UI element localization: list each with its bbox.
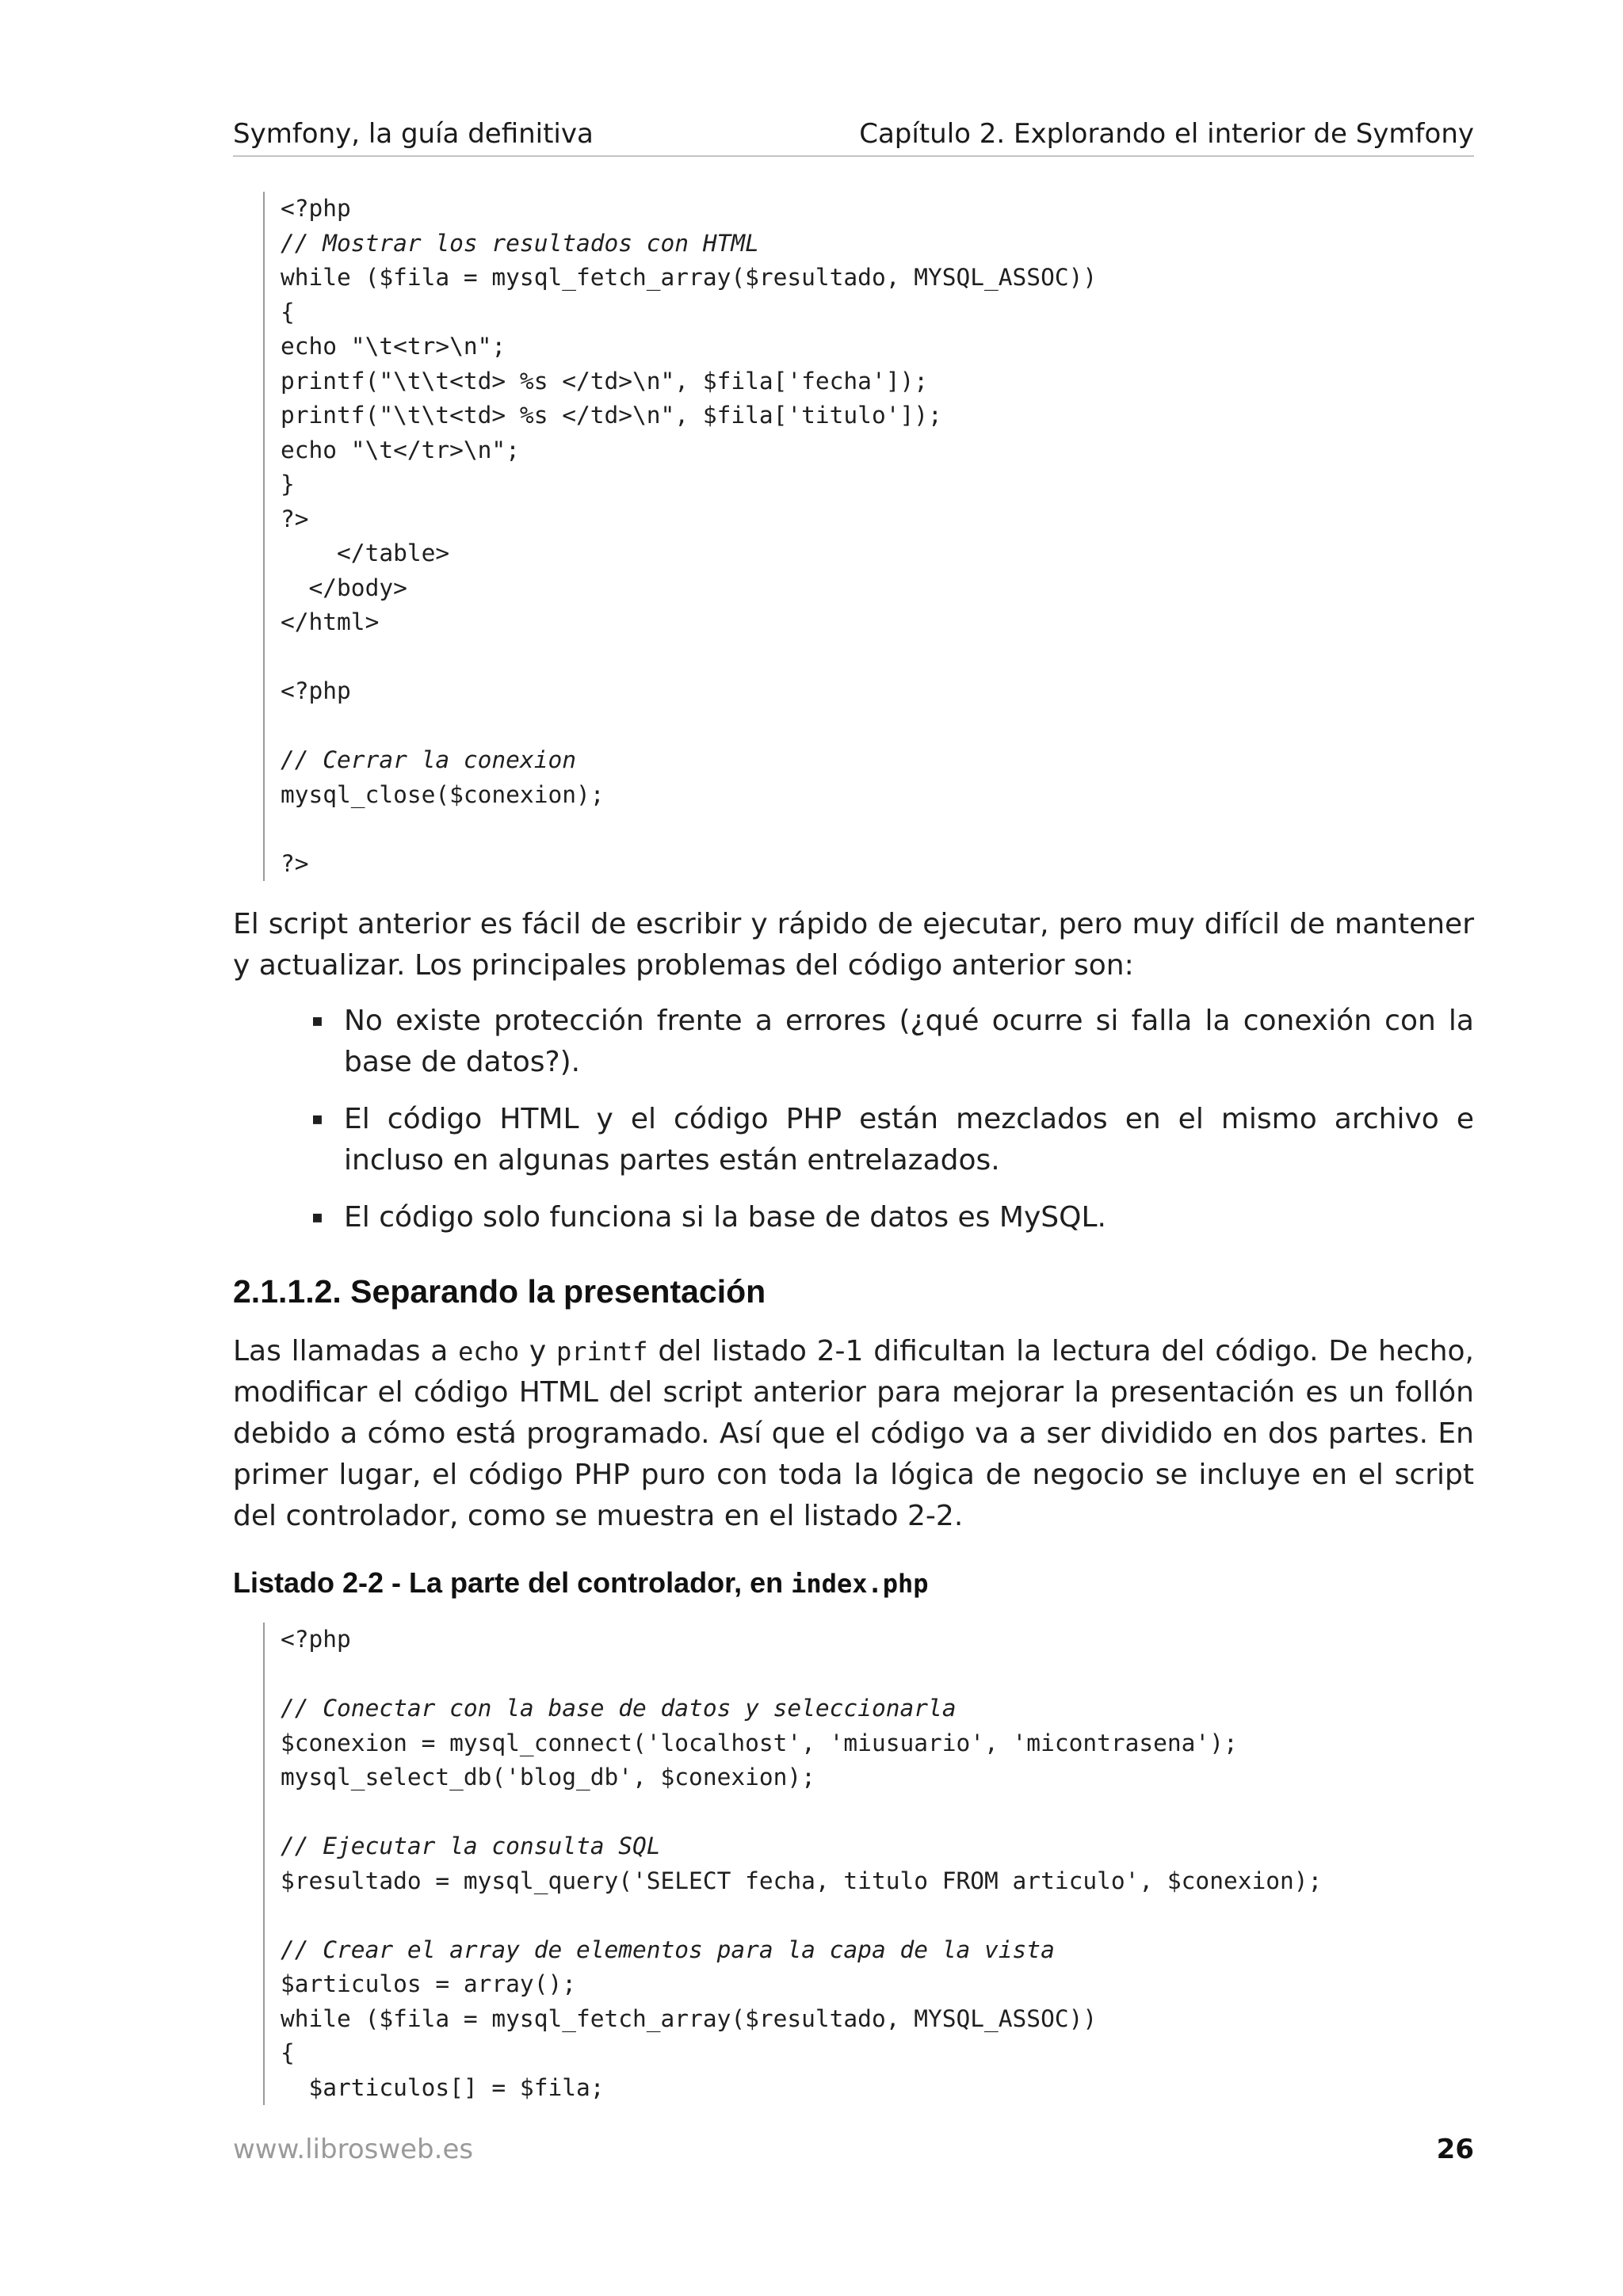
code-comment-line: // Conectar con la base de datos y seleccionarla <box>281 1695 957 1722</box>
listing-title <box>233 1563 929 1604</box>
code-line: { <box>281 298 295 326</box>
listing-title-text: Listado 2-2 - La parte del controlador, en <box>233 1566 792 1599</box>
page-number: 26 <box>1436 2134 1474 2165</box>
listing-file-name: index.php <box>791 1569 929 1599</box>
code-comment-line: // Mostrar los resultados con HTML <box>281 229 759 257</box>
code-line: $conexion = mysql_connect('localhost', 'miusuario', 'micontrasena'); <box>281 1729 1238 1756</box>
list-item <box>233 1001 1474 1083</box>
paragraph-problems-intro: El script anterior es fácil de escribir y rápido de ejecutar, pero muy difícil de mantener y actualizar. Los principales problemas del código anterior son: <box>233 908 1474 982</box>
code-line: <?php <box>281 195 351 222</box>
book-title: Symfony, la guía definitiva <box>233 118 594 150</box>
list-item <box>233 1099 1474 1181</box>
footer-url[interactable]: www.librosweb.es <box>233 2134 474 2165</box>
bullet-marker: ▪ <box>311 1109 323 1129</box>
code-line <box>281 1795 1322 1830</box>
code-block-controller <box>263 1623 1322 2105</box>
code-line: printf("\t\t<td> %s </td>\n", $fila['fecha']); <box>281 367 928 395</box>
code-line <box>281 709 1097 744</box>
code-line <box>281 640 1097 675</box>
list-item <box>233 1197 1474 1238</box>
code-line: </table> <box>281 540 450 566</box>
code-line: printf("\t\t<td> %s </td>\n", $fila['titulo']); <box>281 402 942 429</box>
paragraph-text: y <box>519 1335 556 1367</box>
code-line: mysql_close($conexion); <box>281 780 605 808</box>
problems-list <box>233 1001 1474 1254</box>
code-line: while ($fila = mysql_fetch_array($resultado, MYSQL_ASSOC)) <box>281 264 1098 291</box>
paragraph-separation <box>233 1331 1474 1537</box>
code-line <box>281 1898 1322 1933</box>
bullet-marker: ▪ <box>311 1011 323 1031</box>
code-line: echo "\t</tr>\n"; <box>281 436 520 463</box>
code-line: </body> <box>281 574 407 601</box>
code-line: $articulos = array(); <box>281 1970 576 1997</box>
running-header <box>233 116 1474 152</box>
code-line: </html> <box>281 608 380 635</box>
code-line: { <box>281 2039 295 2066</box>
chapter-title: Capítulo 2. Explorando el interior de Symfony <box>859 118 1474 150</box>
code-line: while ($fila = mysql_fetch_array($resultado, MYSQL_ASSOC)) <box>281 2004 1098 2032</box>
code-line: <?php <box>281 677 351 704</box>
paragraph-text: del listado 2-1 dificultan la lectura del código. De hecho, modificar el código HTML del script anterior para mejorar la presentación es un follón debido a cómo está programado. Así que el código va a ser dividido en dos partes. En primer lugar, el código PHP puro con toda la lógica de negocio se incluye en el script del controlador, como se muestra en el listado 2-2. <box>233 1335 1474 1532</box>
code-line: ?> <box>281 505 309 532</box>
inline-code-echo: echo <box>458 1337 520 1367</box>
code-comment-line: // Crear el array de elementos para la capa de la vista <box>281 1936 1055 1963</box>
list-item-text: El código HTML y el código PHP están mezclados en el mismo archivo e incluso en algunas partes están entrelazados. <box>344 1103 1474 1177</box>
code-line: $resultado = mysql_query('SELECT fecha, titulo FROM articulo', $conexion); <box>281 1867 1323 1894</box>
code-line: $articulos[] = $fila; <box>281 2073 605 2101</box>
code-line: <?php <box>281 1626 351 1653</box>
header-divider <box>233 155 1474 157</box>
list-item-text: El código solo funciona si la base de datos es MySQL. <box>344 1201 1106 1234</box>
bullet-marker: ▪ <box>311 1207 323 1227</box>
list-item-text: No existe protección frente a errores (¿qué ocurre si falla la conexión con la base de datos?). <box>344 1005 1474 1078</box>
code-line <box>281 1657 1322 1692</box>
code-line: mysql_select_db('blog_db', $conexion); <box>281 1764 815 1791</box>
code-line: echo "\t<tr>\n"; <box>281 333 506 360</box>
code-line: } <box>281 471 295 498</box>
page-footer <box>233 2131 1474 2168</box>
section-title: 2.1.1.2. Separando la presentación <box>233 1273 766 1310</box>
code-line: ?> <box>281 849 309 877</box>
code-line <box>281 812 1097 847</box>
paragraph-text: Las llamadas a <box>233 1335 459 1367</box>
inline-code-printf: printf <box>556 1337 648 1367</box>
code-block-html-output <box>263 192 1097 881</box>
code-comment-line: // Ejecutar la consulta SQL <box>281 1833 661 1859</box>
code-comment-line: // Cerrar la conexion <box>281 746 576 773</box>
